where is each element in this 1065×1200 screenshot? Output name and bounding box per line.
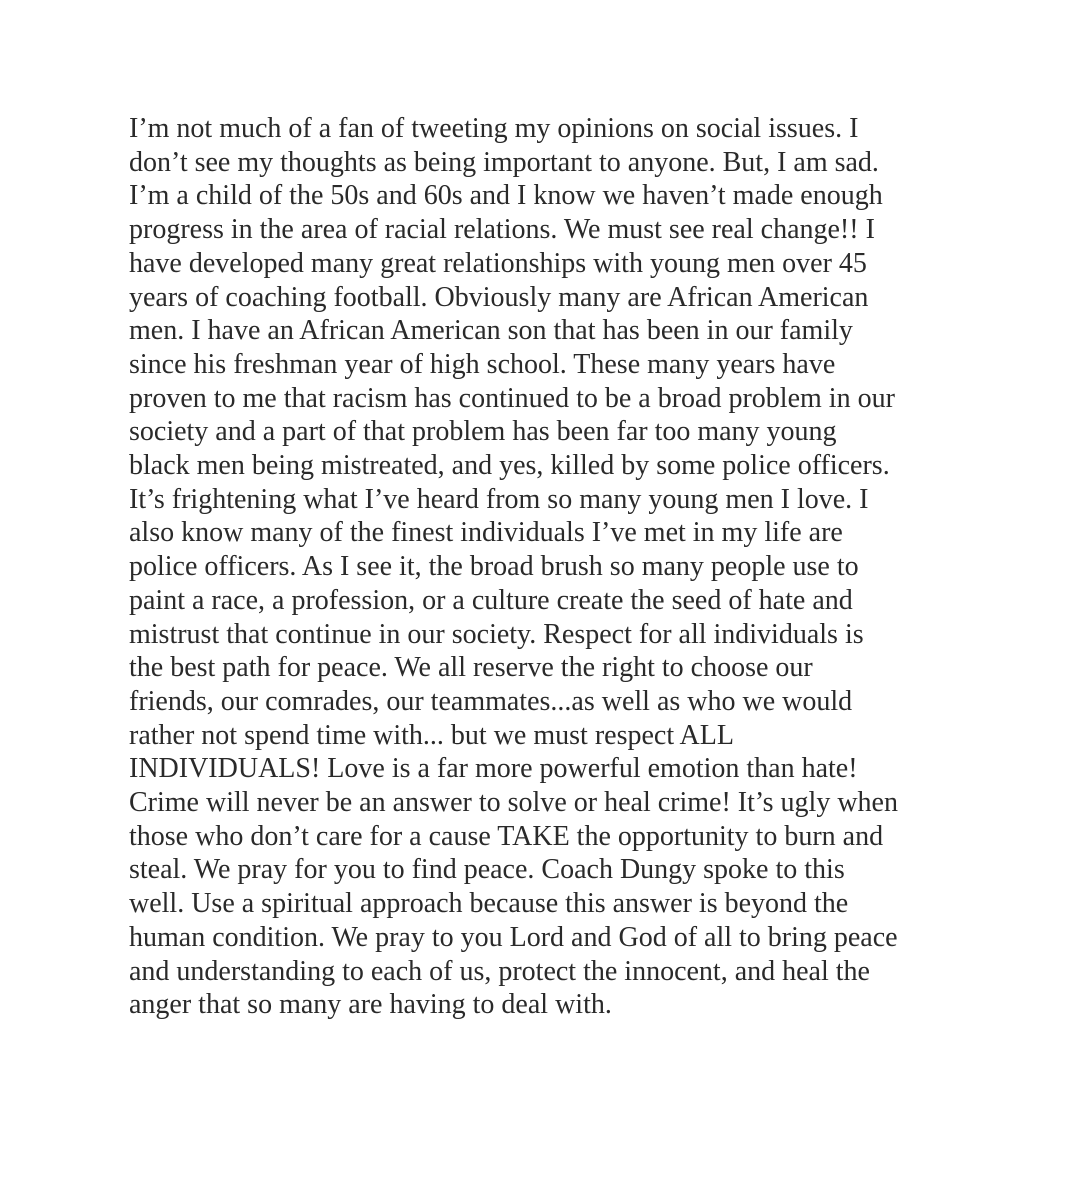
text-line: men. I have an African American son that has been in our family [129, 315, 853, 347]
text-line: I’m not much of a fan of tweeting my opinions on social issues. I [129, 113, 859, 144]
text-line: also know many of the finest individuals I’ve met in my life are [129, 517, 843, 549]
text-line: mistrust that continue in our society. Respect for all individuals is [129, 618, 864, 650]
text-line: well. Use a spiritual approach because this answer is beyond the [129, 888, 849, 920]
text-line: anger that so many are having to deal with. [129, 989, 612, 1021]
text-line: those who don’t care for a cause TAKE the opportunity to burn and [129, 820, 884, 852]
text-line: human condition. We pray to you Lord and God of all to bring peace [129, 921, 898, 953]
statement-paragraph [129, 112, 1029, 1022]
text-line: progress in the area of racial relations. We must see real change!! I [129, 214, 875, 246]
text-line: years of coaching football. Obviously many are African American [129, 281, 869, 313]
text-line: have developed many great relationships with young men over 45 [129, 247, 867, 279]
text-line: INDIVIDUALS! Love is a far more powerful emotion than hate! [129, 753, 858, 785]
text-line: rather not spend time with... but we must respect ALL [129, 719, 734, 751]
text-line: friends, our comrades, our teammates...as well as who we would [129, 685, 853, 717]
text-line: the best path for peace. We all reserve the right to choose our [129, 652, 813, 684]
text-line: police officers. As I see it, the broad brush so many people use to [129, 551, 859, 583]
text-line: It’s frightening what I’ve heard from so many young men I love. I [129, 483, 869, 515]
text-line: and understanding to each of us, protect the innocent, and heal the [129, 955, 870, 987]
text-line: Crime will never be an answer to solve or heal crime! It’s ugly when [129, 787, 898, 819]
text-line: steal. We pray for you to find peace. Coach Dungy spoke to this [129, 854, 845, 886]
text-line: paint a race, a profession, or a culture create the seed of hate and [129, 584, 853, 616]
text-line: don’t see my thoughts as being important to anyone. But, I am sad. [129, 146, 879, 178]
text-line: proven to me that racism has continued to be a broad problem in our [129, 382, 895, 414]
text-line: society and a part of that problem has been far too many young [129, 416, 837, 448]
text-line: black men being mistreated, and yes, killed by some police officers. [129, 450, 890, 482]
text-line: I’m a child of the 50s and 60s and I know we haven’t made enough [129, 180, 883, 212]
text-line: since his freshman year of high school. These many years have [129, 348, 836, 380]
